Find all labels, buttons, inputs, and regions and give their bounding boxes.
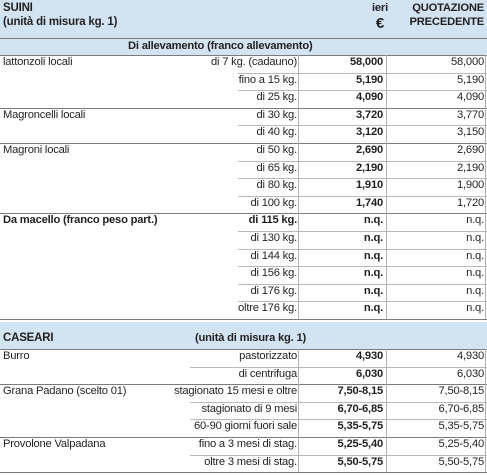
- row-yesterday-value: 58,000: [349, 56, 383, 68]
- row-yesterday-value: 2,690: [356, 144, 383, 156]
- row-spec: fino a 15 kg.: [238, 73, 297, 86]
- row-yesterday-value: 5,35-5,75: [337, 420, 383, 433]
- table-subtitle: (unità di misura kg. 1): [3, 16, 118, 28]
- row-yesterday-value: 3,120: [356, 126, 383, 139]
- row-spec: di 30 kg.: [256, 108, 297, 121]
- row-divider: [190, 367, 487, 368]
- row-divider: [0, 472, 487, 473]
- row-previous-value: 1,900: [457, 179, 484, 192]
- row-previous-value: n.q.: [466, 267, 484, 280]
- row-previous-value: 3,770: [457, 108, 484, 121]
- suini-subheader: Di allevamento (franco allevamento): [128, 40, 313, 52]
- row-previous-value: 6,70-6,85: [438, 402, 484, 415]
- row-previous-value: n.q.: [466, 214, 484, 227]
- column-divider: [485, 55, 486, 319]
- row-yesterday-value: n.q.: [363, 214, 383, 227]
- caseari-title: CASEARI: [3, 332, 54, 344]
- row-yesterday-value: 4,930: [356, 350, 383, 362]
- row-yesterday-value: n.q.: [363, 267, 383, 280]
- row-previous-value: 5,50-5,75: [438, 455, 484, 468]
- row-previous-value: 6,030: [457, 367, 484, 380]
- row-yesterday-value: 7,50-8,15: [337, 385, 383, 398]
- row-previous-value: n.q.: [466, 302, 484, 315]
- row-divider: [0, 319, 487, 320]
- row-spec: pastorizzato: [239, 350, 297, 362]
- currency-symbol: €: [375, 15, 385, 32]
- row-divider: [0, 143, 487, 144]
- row-yesterday-value: 3,720: [356, 108, 383, 121]
- row-spec: di 7 kg. (cadauno): [211, 56, 297, 68]
- row-previous-value: 5,25-5,40: [438, 438, 484, 450]
- row-yesterday-value: n.q.: [363, 249, 383, 262]
- row-spec: di 156 kg.: [250, 267, 297, 280]
- row-spec: di 65 kg.: [256, 161, 297, 174]
- row-spec: oltre 3 mesi di stag.: [204, 455, 297, 468]
- column-divider: [298, 349, 299, 472]
- col-previous-header-line1: QUOTAZIONE: [412, 2, 484, 14]
- column-divider: [485, 349, 486, 472]
- row-category: Magroncelli locali: [3, 108, 86, 121]
- row-spec: fino a 3 mesi di stag.: [198, 438, 297, 450]
- row-previous-value: 2,190: [457, 161, 484, 174]
- row-spec: stagionato di 9 mesi: [201, 402, 297, 415]
- row-spec: 60-90 giorni fuori sale: [194, 420, 297, 433]
- row-category: Burro: [3, 350, 30, 362]
- row-spec: di 40 kg.: [256, 126, 297, 139]
- column-divider: [386, 349, 387, 472]
- row-category: Da macello (franco peso part.): [3, 214, 158, 227]
- col-previous-header-line2: PRECEDENTE: [409, 16, 484, 28]
- row-previous-value: 5,35-5,75: [438, 420, 484, 433]
- row-yesterday-value: n.q.: [363, 302, 383, 315]
- row-previous-value: n.q.: [466, 249, 484, 262]
- row-yesterday-value: 5,25-5,40: [337, 438, 383, 450]
- row-yesterday-value: n.q.: [363, 232, 383, 244]
- row-previous-value: 4,930: [457, 350, 484, 362]
- row-previous-value: 1,720: [457, 196, 484, 209]
- row-spec: stagionato 15 mesi e oltre: [174, 385, 297, 398]
- row-previous-value: 4,090: [457, 91, 484, 104]
- row-spec: di 115 kg.: [248, 214, 297, 227]
- divider: [0, 38, 487, 39]
- row-yesterday-value: 5,190: [356, 73, 383, 86]
- row-previous-value: n.q.: [466, 284, 484, 297]
- row-yesterday-value: 1,740: [356, 196, 383, 209]
- row-previous-value: 5,190: [457, 73, 484, 86]
- row-spec: di centrifuga: [238, 367, 297, 380]
- row-spec: di 144 kg.: [250, 249, 297, 262]
- row-spec: di 25 kg.: [256, 91, 297, 104]
- row-previous-value: 2,690: [457, 144, 484, 156]
- row-yesterday-value: n.q.: [363, 284, 383, 297]
- row-spec: di 130 kg.: [250, 232, 297, 244]
- row-yesterday-value: 2,190: [356, 161, 383, 174]
- table-title: SUINI: [3, 2, 33, 14]
- row-category: lattonzoli locali: [3, 56, 73, 68]
- row-yesterday-value: 5,50-5,75: [337, 455, 383, 468]
- row-category: Provolone Valpadana: [3, 438, 106, 450]
- row-spec: oltre 176 kg.: [238, 302, 297, 315]
- column-divider: [298, 55, 299, 319]
- column-divider: [386, 55, 387, 319]
- row-yesterday-value: 6,030: [356, 367, 383, 380]
- row-spec: di 80 kg.: [256, 179, 297, 192]
- row-yesterday-value: 4,090: [356, 91, 383, 104]
- row-previous-value: n.q.: [466, 232, 484, 244]
- row-previous-value: 7,50-8,15: [438, 385, 484, 398]
- col-yesterday-header: ieri: [372, 2, 388, 14]
- row-previous-value: 3,150: [457, 126, 484, 139]
- caseari-unit: (unità di misura kg. 1): [195, 332, 307, 344]
- row-spec: di 100 kg.: [250, 196, 297, 209]
- row-previous-value: 58,000: [450, 56, 484, 68]
- row-category: Grana Padano (scelto 01): [3, 385, 127, 398]
- row-yesterday-value: 1,910: [356, 179, 383, 192]
- row-category: Magroni locali: [3, 144, 70, 156]
- row-yesterday-value: 6,70-6,85: [337, 402, 383, 415]
- row-spec: di 176 kg.: [250, 284, 297, 297]
- row-spec: di 50 kg.: [256, 144, 297, 156]
